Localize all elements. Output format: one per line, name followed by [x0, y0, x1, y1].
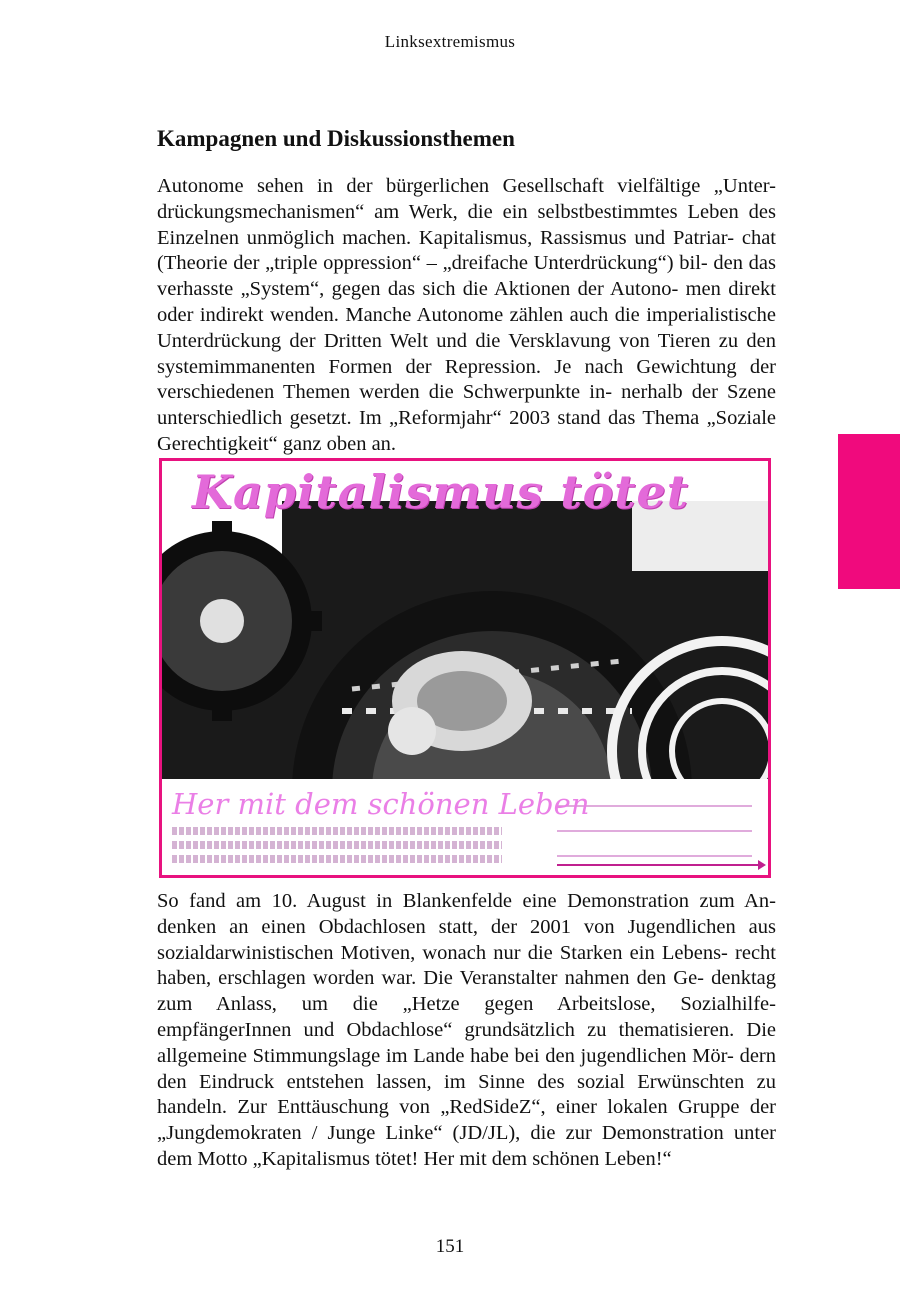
poster-fine-print	[172, 827, 502, 835]
text-line: denken an einen Obdachlosen statt, der 2001 von Jugendlichen aus	[157, 915, 776, 938]
text-line: zu handeln. Zur Enttäuschung von „RedSideZ“, einer lokalen Gruppe	[157, 1070, 777, 1119]
text-line: unter dem Motto „Kapitalismus tötet! Her mit dem schönen Leben!“	[157, 1122, 777, 1170]
running-header: Linksextremismus	[384, 32, 516, 51]
text-line: nerhalb der Szene unterschiedlich gesetzt. Im „Reformjahr“ 2003 stand	[157, 381, 776, 430]
text-line: Autonome sehen in der bürgerlichen Gesellschaft vielfältige „Unter-	[157, 175, 776, 197]
text-line: Gewichtung der verschiedenen Themen werden die Schwerpunkte in-	[157, 355, 776, 404]
poster-subline: Her mit dem schönen Leben	[172, 787, 590, 821]
poster-headline: Kapitalismus tötet	[192, 465, 690, 519]
poster-fine-print	[172, 841, 502, 849]
body-paragraph-1	[157, 174, 776, 458]
page-number: 151	[435, 1236, 465, 1257]
text-line: recht haben, erschlagen worden war. Die Veranstalter nahmen den Ge-	[157, 941, 776, 990]
campaign-poster-image	[159, 458, 771, 878]
poster-fine-print	[172, 855, 502, 863]
text-line: das Thema „Soziale Gerechtigkeit“ ganz oben an.	[157, 407, 777, 455]
text-line: denktag zum Anlass, um die „Hetze gegen Arbeitslose, Sozialhilfe-	[157, 967, 776, 1016]
body-paragraph-2	[157, 889, 776, 1173]
chapter-side-tab	[838, 434, 900, 589]
text-line: Einzelnen unmöglich machen. Kapitalismus, Rassismus und Patriar-	[157, 226, 735, 249]
text-line: der „Jungdemokraten / Junge Linke“ (JD/JL), die zur Demonstration	[157, 1096, 776, 1145]
text-line: den das verhasste „System“, gegen das sich die Aktionen der Autono-	[157, 252, 777, 301]
text-line: men direkt oder indirekt wenden. Manche Autonome zählen auch die	[157, 278, 777, 326]
text-line: drückungsmechanismen“ am Werk, die ein selbstbestimmtes Leben des	[157, 200, 776, 223]
text-line: allgemeine Stimmungslage im Lande habe bei den jugendlichen Mör-	[157, 1044, 734, 1067]
text-line: imperialistische Unterdrückung der Dritten Welt und die Versklavung	[157, 303, 776, 352]
section-heading: Kampagnen und Diskussionsthemen	[157, 126, 515, 151]
text-line: von Tieren zu den systemimmanenten Formen der Repression. Je nach	[157, 329, 776, 378]
text-line: sozialdarwinistischen Motiven, wonach nur die Starken ein Lebens-	[157, 941, 728, 964]
text-line: So fand am 10. August in Blankenfelde eine Demonstration zum An-	[157, 890, 776, 912]
text-line: dern den Eindruck entstehen lassen, im Sinne des sozial Erwünschten	[157, 1044, 776, 1093]
text-line: empfängerInnen und Obdachlose“ grundsätzlich zu thematisieren. Die	[157, 1018, 776, 1041]
text-line: chat (Theorie der „triple oppression“ – „dreifache Unterdrückung“) bil-	[157, 226, 776, 275]
